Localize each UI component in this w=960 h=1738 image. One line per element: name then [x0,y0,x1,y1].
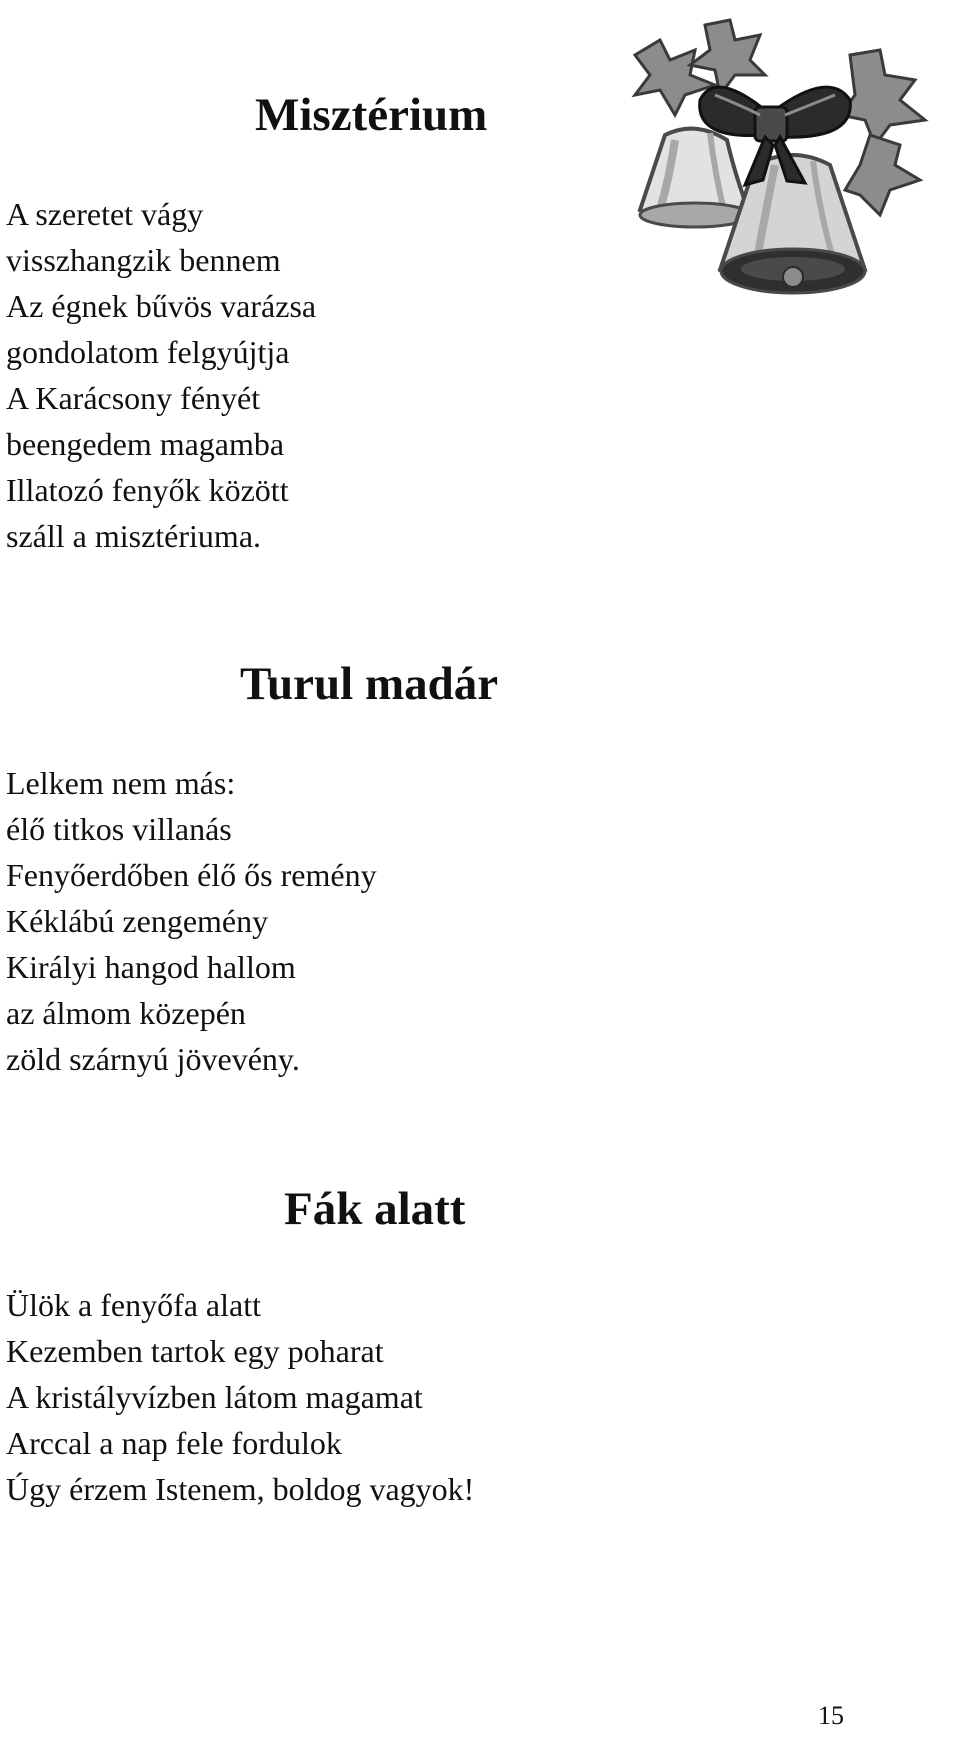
poem-line: visszhangzik bennem [6,242,281,278]
poem-line: élő titkos villanás [6,811,232,847]
poem-line: A kristályvízben látom magamat [6,1379,423,1415]
poem-line: száll a misztériuma. [6,518,262,554]
poem-body [6,760,377,1082]
poem-title: Turul madár [240,658,499,710]
poem-line: Királyi hangod hallom [6,949,296,985]
poem-title: Fák alatt [284,1183,466,1235]
christmas-bells-icon [615,15,945,305]
poem-line: Úgy érzem Istenem, boldog vagyok! [6,1471,475,1507]
poem-title: Misztérium [255,89,488,141]
poem-line: A Karácsony fényét [6,380,261,416]
poem-line: Kéklábú zengemény [6,903,269,939]
poem-line: Kezemben tartok egy poharat [6,1333,384,1369]
poem-body [6,191,316,559]
poem-line: Ülök a fenyőfa alatt [6,1287,261,1323]
poem-line: az álmom közepén [6,995,246,1031]
poem-line: A szeretet vágy [6,196,204,232]
page-number: 15 [818,1701,844,1730]
poem-line: Lelkem nem más: [6,765,236,801]
poem-body [6,1282,474,1512]
poem-line: Illatozó fenyők között [6,472,289,508]
poem-line: Az égnek bűvös varázsa [6,288,317,324]
poem-line: Fenyőerdőben élő ős remény [6,857,377,893]
poem-line: zöld szárnyú jövevény. [6,1041,300,1077]
poem-line: beengedem magamba [6,426,285,462]
poem-line: gondolatom felgyújtja [6,334,290,370]
poem-line: Arccal a nap fele fordulok [6,1425,342,1461]
